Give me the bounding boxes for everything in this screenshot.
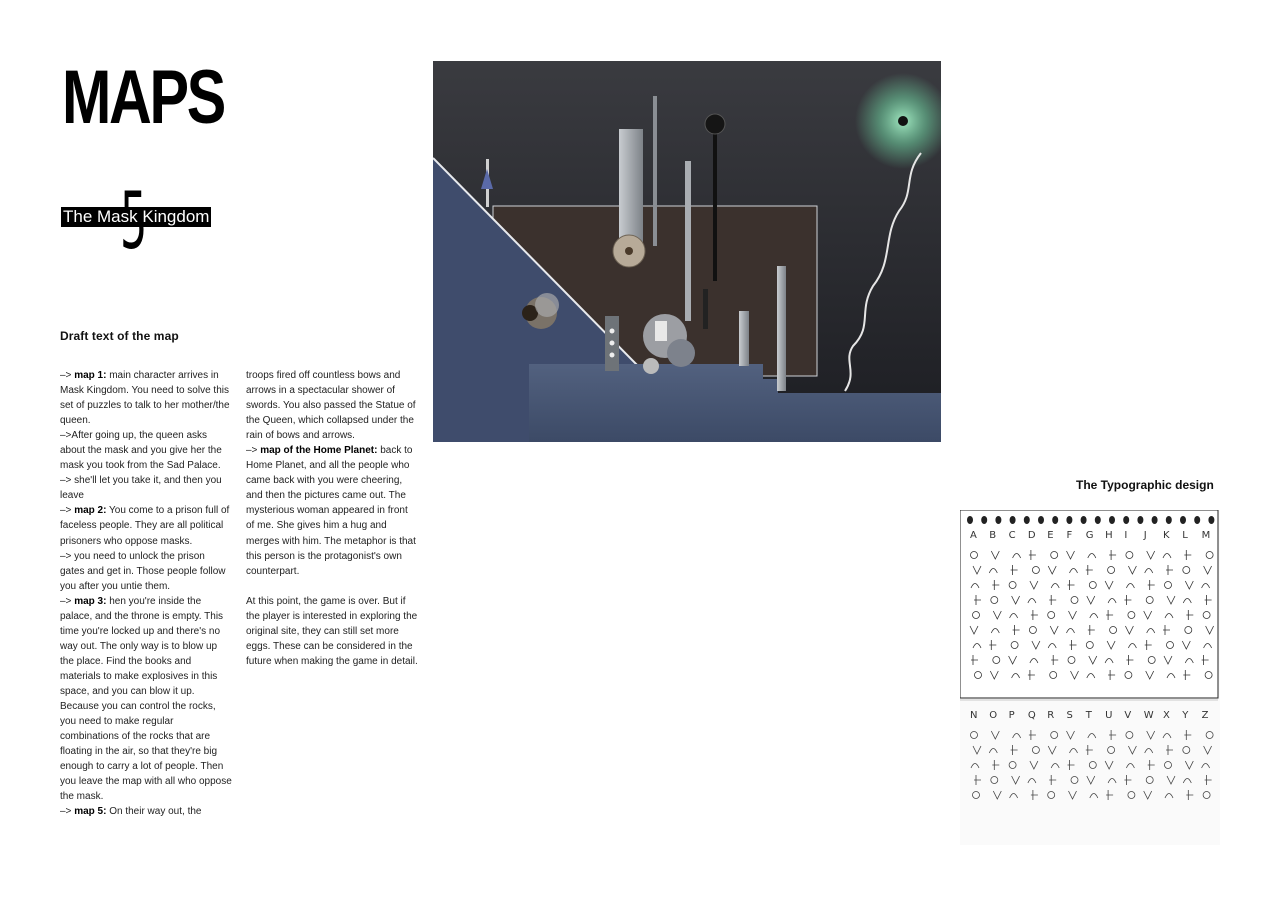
- sketch-letter: W: [1143, 710, 1154, 721]
- draft-paragraph: [60, 368, 232, 428]
- spiral-ring: [1109, 516, 1115, 524]
- draft-paragraph: [246, 443, 418, 578]
- paragraph-text: –> you need to unlock the prison gates and get in. Those people follow you after you untie them.: [60, 550, 226, 592]
- sketch-letter: A: [970, 530, 977, 541]
- chapter-label: The Mask Kingdom: [63, 207, 210, 226]
- draft-paragraph: [246, 594, 418, 669]
- sketch-letter: Q: [1027, 710, 1036, 721]
- arrow-prefix: –>: [60, 370, 75, 381]
- spiral-ring: [1024, 516, 1030, 524]
- sketch-letter: R: [1047, 710, 1055, 721]
- sketch-letter: I: [1124, 530, 1128, 541]
- sketch-letter: Z: [1201, 710, 1209, 721]
- page-title: MAPS: [62, 55, 224, 140]
- paragraph-text: –> she'll let you take it, and then you leave: [60, 475, 222, 502]
- sketch-letter: H: [1105, 530, 1113, 541]
- sketch-letter: O: [989, 710, 998, 721]
- draft-paragraph: [60, 473, 232, 503]
- spiral-ring: [981, 516, 987, 524]
- spiral-ring: [1152, 516, 1158, 524]
- sketch-letter: L: [1182, 530, 1188, 541]
- sketch-letter: J: [1143, 530, 1147, 541]
- sketch-letter: C: [1008, 530, 1016, 541]
- sketch-letter: Y: [1182, 710, 1189, 721]
- spiral-ring: [1137, 516, 1143, 524]
- spiral-ring: [1166, 516, 1172, 524]
- draft-column-1: [60, 368, 232, 819]
- map-label: map 5:: [74, 806, 107, 818]
- paragraph-text: At this point, the game is over. But if the player is interested in exploring the original site, they can still set more eggs. These can be considered in the future when making the game in detail.: [246, 595, 418, 667]
- arrow-prefix: –>: [60, 505, 75, 517]
- spiral-ring: [1081, 516, 1087, 524]
- draft-paragraph: [60, 804, 232, 819]
- arrow-prefix: –>: [246, 445, 261, 457]
- arrow-prefix: –>: [60, 806, 75, 818]
- paragraph-text: –>After going up, the queen asks about the mask and you give her the mask you took from the Sad Palace.: [60, 430, 222, 472]
- paragraph-text: On their way out, the: [106, 806, 202, 818]
- draft-paragraph: [246, 368, 418, 443]
- sketch-letter: P: [1008, 710, 1015, 721]
- sketch-letter: M: [1201, 530, 1211, 541]
- paragraph-text: troops fired off countless bows and arrows in a spectacular shower of swords. You also passed the Statue of the Queen, which collapsed under the rain of bows and arrows.: [246, 370, 416, 442]
- map-label: map 2:: [74, 505, 107, 517]
- spiral-ring: [967, 516, 973, 524]
- spiral-ring: [1095, 516, 1101, 524]
- sketch-letter: G: [1085, 530, 1094, 541]
- spiral-ring: [1066, 516, 1072, 524]
- sketch-letter: D: [1027, 530, 1036, 541]
- draft-paragraph: [60, 549, 232, 594]
- paragraph-text: hen you're inside the palace, and the throne is empty. This time you're locked up and there's no way out. The only way is to blow up the place. Find the books and materials to make explosives in this space, and you can blow it up. Because you can control the rocks, you need to make regular combinations of the rocks that are floating in the air, so that they're big enough to carry a lot of people. Then you leave the map with all who oppose the mask.: [60, 595, 232, 803]
- sketch-letter: V: [1124, 710, 1132, 721]
- paragraph-text: You come to a prison full of faceless people. They are all political prisoners who oppose masks.: [60, 505, 230, 547]
- map-label: map 3:: [74, 595, 107, 607]
- sketch-letter: E: [1047, 530, 1054, 541]
- spiral-ring: [1038, 516, 1044, 524]
- sketch-letter: X: [1163, 710, 1170, 721]
- spiral-ring: [1208, 516, 1214, 524]
- map-label: map of the Home Planet:: [260, 445, 378, 457]
- spiral-ring: [1010, 516, 1016, 524]
- draft-paragraph: [60, 594, 232, 805]
- arrow-prefix: –>: [60, 595, 75, 607]
- typography-sketch: [960, 510, 1220, 845]
- draft-heading: Draft text of the map: [60, 329, 179, 343]
- paragraph-text: main character arrives in Mask Kingdom. You need to solve this set of puzzles to talk to her mother/the queen.: [60, 370, 230, 427]
- sketch-letter: F: [1066, 530, 1073, 541]
- spiral-ring: [1180, 516, 1186, 524]
- draft-column-2: [246, 368, 418, 669]
- draft-paragraph: [60, 503, 232, 548]
- paragraph-text: back to Home Planet, and all the people who came back with you were cheering, and then the pictures came out. The mysterious woman appeared in front of me. She gives him a hug and merges with him. The metaphor is that this person is the protagonist's own counterpart.: [246, 445, 416, 577]
- sketch-letter: S: [1066, 710, 1073, 721]
- sketch-letter: U: [1105, 710, 1113, 721]
- spiral-ring: [1194, 516, 1200, 524]
- draft-paragraph: [60, 428, 232, 473]
- map-label: map 1:: [74, 370, 107, 381]
- sketch-letter: N: [970, 710, 978, 721]
- spiral-ring: [1052, 516, 1058, 524]
- mask-kingdom-illustration: [433, 61, 941, 442]
- sketch-letter: B: [989, 530, 997, 541]
- paragraph-gap: [246, 579, 418, 594]
- spiral-ring: [1123, 516, 1129, 524]
- sketch-letter: T: [1085, 710, 1092, 721]
- sketch-letter: K: [1163, 530, 1170, 541]
- spiral-ring: [995, 516, 1001, 524]
- typography-heading: The Typographic design: [1076, 478, 1214, 492]
